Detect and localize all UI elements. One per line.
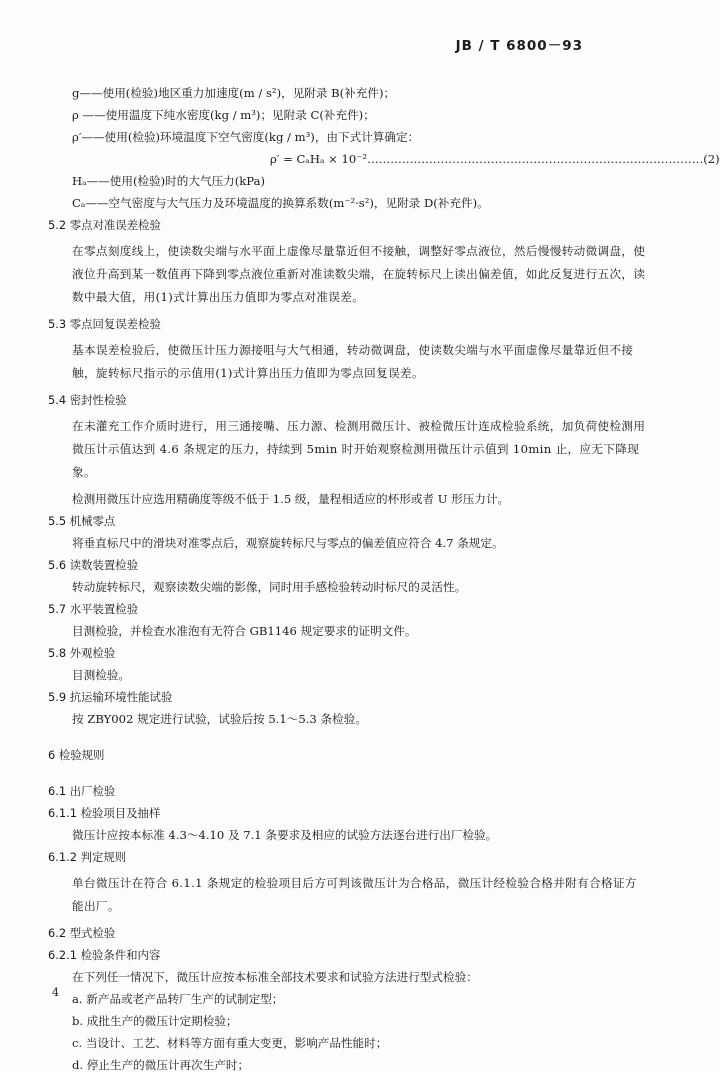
section-6-1-title: 6.1 出厂检验 [48, 784, 116, 798]
section-5-7-body: 目测检验，并检查水准泡有无符合 GB1146 规定要求的证明文件。 [72, 624, 417, 638]
section-5-9-body: 按 ZBY002 规定进行试验，试验后按 5.1～5.3 条检验。 [72, 712, 367, 726]
section-6-1-1-body: 微压计应按本标准 4.3～4.10 及 7.1 条要求及相应的试验方法逐台进行出厂检验。 [72, 828, 498, 842]
definition-ha: Hₐ——使用(检验)时的大气压力(kPa) [72, 174, 266, 188]
section-6-2-1-title: 6.2.1 检验条件和内容 [48, 948, 161, 962]
section-5-6-body: 转动旋转标尺，观察读数尖端的影像，同时用手感检验转动时标尺的灵活性。 [72, 580, 467, 594]
list-item-a: a. 新产品或老产品转厂生产的试制定型； [72, 992, 284, 1006]
section-5-3-body: 基本误差检验后，使微压计压力源接咀与大气相通，转动微调盘，使读数尖端与水平面虚像尽量靠近但不接触，旋转标尺指示的示值用(1)式计算出压力值即为零点回复误差。 [72, 343, 634, 380]
doc-code-header: JB / T 6800－93 [455, 38, 583, 54]
section-5-4-body: 在未灌充工作介质时进行，用三通接嘴、压力源、检测用微压计、被检微压计连成检验系统，加负荷使检测用微压计示值达到 4.6 条规定的压力，持续到 5min 时开始观察检测用微压计示值到 10min 止，应无下降现象。 [72, 419, 646, 479]
definition-g: g——使用(检验)地区重力加速度(m / s²)，见附录 B(补充件)； [72, 86, 396, 100]
definition-rho: ρ ——使用温度下纯水密度(kg / m³)；见附录 C(补充件)； [72, 108, 375, 122]
formula-2: ρ′ = CₐHₐ × 10⁻²……………………………………………………………………………(2) [270, 152, 720, 166]
section-6-1-2-body: 单台微压计在符合 6.1.1 条规定的检验项目后方可判该微压计为合格品，微压计经检验合格并附有合格证方能出厂。 [72, 876, 637, 913]
section-6-2-1-body: 在下列任一情况下，微压计应按本标准全部技术要求和试验方法进行型式检验： [72, 970, 478, 984]
section-5-5-body: 将垂直标尺中的滑块对准零点后，观察旋转标尺与零点的偏差值应符合 4.7 条规定。 [72, 536, 504, 550]
section-5-9-title: 5.9 抗运输环境性能试验 [48, 690, 173, 704]
section-6-1-2-title: 6.1.2 判定规则 [48, 850, 127, 864]
section-5-8-body: 目测检验。 [72, 668, 130, 682]
section-5-5-title: 5.5 机械零点 [48, 514, 116, 528]
section-5-4-title: 5.4 密封性检验 [48, 393, 127, 407]
section-5-6-title: 5.6 读数装置检验 [48, 558, 139, 572]
list-item-c: c. 当设计、工艺、材料等方面有重大变更，影响产品性能时； [72, 1036, 388, 1050]
section-6-title: 6 检验规则 [48, 748, 105, 762]
definition-ca: Cₐ——空气密度与大气压力及环境温度的换算系数(m⁻²·s²)，见附录 D(补充件)。 [72, 196, 489, 210]
list-item-b: b. 成批生产的微压计定期检验； [72, 1014, 238, 1028]
section-6-1-1-title: 6.1.1 检验项目及抽样 [48, 806, 161, 820]
section-6-2-title: 6.2 型式检验 [48, 926, 116, 940]
section-5-2-body: 在零点刻度线上，使读数尖端与水平面上虚像尽量靠近但不接触，调整好零点液位，然后慢慢转动微调盘，使液位升高到某一数值再下降到零点液位重新对准读数尖端，在旋转标尺上读出偏差值，如此反复进行五次，读数中最大值，用(1)式计算出压力值即为零点对准误差。 [72, 244, 646, 304]
section-5-8-title: 5.8 外观检验 [48, 646, 116, 660]
page-content [48, 80, 720, 1072]
section-5-7-title: 5.7 水平装置检验 [48, 602, 139, 616]
section-5-4-body-2: 检测用微压计应选用精确度等级不低于 1.5 级，量程相适应的杯形或者 U 形压力计。 [72, 492, 510, 506]
list-item-d: d. 停止生产的微压计再次生产时； [72, 1058, 250, 1072]
section-5-2-title: 5.2 零点对准误差检验 [48, 218, 161, 232]
definition-rho-air: ρ′——使用(检验)环境温度下空气密度(kg / m³)，由下式计算确定： [72, 130, 420, 144]
section-5-3-title: 5.3 零点回复误差检验 [48, 317, 161, 331]
page-number: 4 [52, 986, 59, 999]
